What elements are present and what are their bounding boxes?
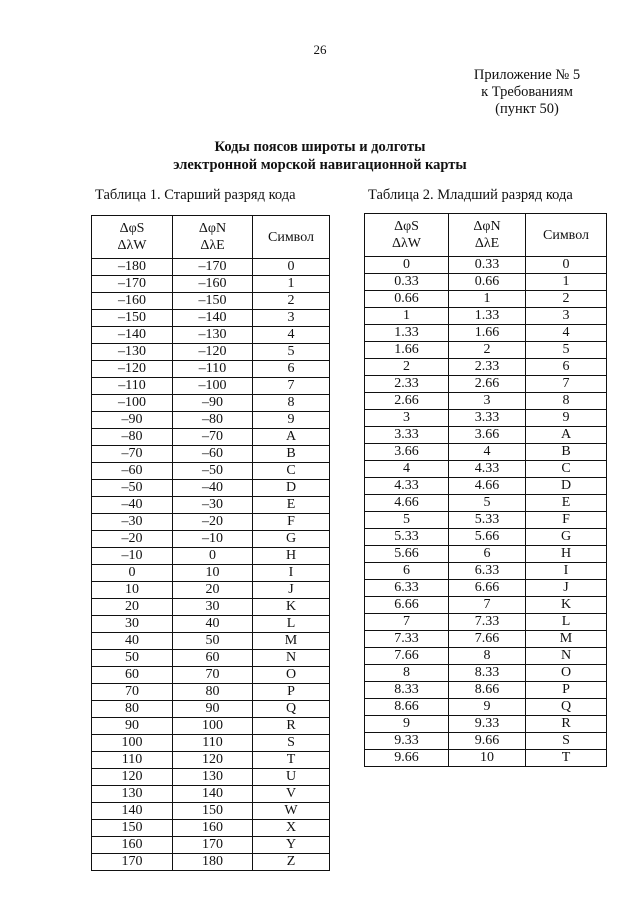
table-row (365, 512, 607, 529)
table-cell: 30 (173, 599, 253, 616)
table-cell: 30 (92, 616, 173, 633)
table-row (92, 667, 330, 684)
table-row (365, 427, 607, 444)
table-cell: 10 (449, 750, 526, 767)
table-cell: 4 (449, 444, 526, 461)
table-cell: 6.66 (365, 597, 449, 614)
table2-header-col1-line2: ΔλW (391, 236, 421, 251)
table-cell: 1.66 (449, 325, 526, 342)
table-cell: O (253, 667, 330, 684)
table-cell: 8 (526, 393, 607, 410)
table-cell: 0 (173, 548, 253, 565)
table-row (365, 750, 607, 767)
table-cell: A (253, 429, 330, 446)
table-row (365, 682, 607, 699)
annex-line-1: Приложение № 5 (473, 67, 581, 83)
table-cell: –50 (92, 480, 173, 497)
table-cell: F (526, 512, 607, 529)
table-row (365, 563, 607, 580)
table-cell: 40 (173, 616, 253, 633)
table-cell: 4 (526, 325, 607, 342)
annex-line-2: к Требованиям (481, 84, 573, 100)
table-cell: N (253, 650, 330, 667)
table-cell: H (526, 546, 607, 563)
table-cell: C (526, 461, 607, 478)
table-cell: 6 (253, 361, 330, 378)
table-row (92, 701, 330, 718)
table-cell: 10 (92, 582, 173, 599)
table-cell: 2 (526, 291, 607, 308)
table-cell: 2.66 (365, 393, 449, 410)
page-number: 26 (313, 42, 327, 57)
table-cell: 90 (92, 718, 173, 735)
table-row (92, 412, 330, 429)
table-row (365, 342, 607, 359)
table-row (92, 344, 330, 361)
table-cell: G (526, 529, 607, 546)
table-cell: –30 (173, 497, 253, 514)
table-cell: 3 (449, 393, 526, 410)
table-cell: T (526, 750, 607, 767)
table-cell: 3 (253, 310, 330, 327)
table-row (365, 308, 607, 325)
table-cell: 4.66 (365, 495, 449, 512)
table-row (92, 769, 330, 786)
table-cell: –170 (92, 276, 173, 293)
table-cell: K (253, 599, 330, 616)
table-cell: 5 (365, 512, 449, 529)
table-row (92, 633, 330, 650)
table-cell: –170 (173, 259, 253, 276)
table-cell: 6 (526, 359, 607, 376)
table-cell: P (526, 682, 607, 699)
table-cell: M (526, 631, 607, 648)
table-cell: –110 (173, 361, 253, 378)
table-row (92, 497, 330, 514)
table-row (92, 854, 330, 871)
table-cell: 7.33 (365, 631, 449, 648)
table-cell: D (526, 478, 607, 495)
table2-header-col2-line2: ΔλE (474, 236, 500, 251)
table-row (92, 429, 330, 446)
table-cell: 0 (526, 257, 607, 274)
table-cell: 1 (253, 276, 330, 293)
table-cell: R (253, 718, 330, 735)
table-row (92, 361, 330, 378)
table-row (92, 514, 330, 531)
table-cell: –20 (92, 531, 173, 548)
table-cell: N (526, 648, 607, 665)
table-cell: 8 (253, 395, 330, 412)
table-row (92, 531, 330, 548)
table-cell: 9 (526, 410, 607, 427)
table-cell: 9 (365, 716, 449, 733)
table-row (365, 291, 607, 308)
table-row (92, 786, 330, 803)
table-row (92, 463, 330, 480)
table-cell: 7 (449, 597, 526, 614)
table-cell: 110 (173, 735, 253, 752)
table2-header-col3: Символ (526, 214, 607, 257)
table-row (92, 684, 330, 701)
table-cell: –80 (173, 412, 253, 429)
table-cell: –10 (92, 548, 173, 565)
table-cell: 0.33 (365, 274, 449, 291)
table-cell: 100 (92, 735, 173, 752)
table-cell: 160 (173, 820, 253, 837)
table-row (92, 293, 330, 310)
table-cell: –10 (173, 531, 253, 548)
table-cell: 170 (92, 854, 173, 871)
table-cell: –100 (173, 378, 253, 395)
table-cell: –80 (92, 429, 173, 446)
table-cell: –70 (173, 429, 253, 446)
table-cell: –160 (92, 293, 173, 310)
table-cell: 170 (173, 837, 253, 854)
table-row (92, 837, 330, 854)
table-cell: –120 (173, 344, 253, 361)
table-cell: 6.33 (365, 580, 449, 597)
table2-caption: Таблица 2. Младший разряд кода (368, 187, 573, 203)
table-cell: 9 (253, 412, 330, 429)
table-cell: 3.33 (365, 427, 449, 444)
table-cell: 6.66 (449, 580, 526, 597)
table-row (365, 597, 607, 614)
table-row (92, 378, 330, 395)
annex-line-3: (пункт 50) (495, 101, 559, 117)
table1-high-order-digit (91, 215, 330, 871)
table-cell: –40 (92, 497, 173, 514)
table-row (365, 631, 607, 648)
table-cell: H (253, 548, 330, 565)
table-row (92, 327, 330, 344)
table-cell: B (253, 446, 330, 463)
table-cell: 5.66 (449, 529, 526, 546)
table-cell: 9.66 (365, 750, 449, 767)
table-cell: 3 (526, 308, 607, 325)
table1-header-col1 (92, 216, 173, 259)
table-cell: 7 (526, 376, 607, 393)
table1-header-col2 (173, 216, 253, 259)
table-cell: 7.33 (449, 614, 526, 631)
table-cell: 9.33 (365, 733, 449, 750)
table-cell: 90 (173, 701, 253, 718)
table-cell: 20 (92, 599, 173, 616)
heading-line-1: Коды поясов широты и долготы (214, 139, 426, 155)
table-cell: 4.33 (365, 478, 449, 495)
table-cell: –120 (92, 361, 173, 378)
table-cell: 6 (449, 546, 526, 563)
table-cell: 0.66 (365, 291, 449, 308)
table-cell: M (253, 633, 330, 650)
table-cell: –150 (173, 293, 253, 310)
table-cell: 1.33 (365, 325, 449, 342)
table1-header-col1-line2: ΔλW (117, 238, 147, 253)
table-cell: –90 (92, 412, 173, 429)
table-cell: 50 (173, 633, 253, 650)
table-cell: 150 (173, 803, 253, 820)
table-cell: J (253, 582, 330, 599)
table-cell: 10 (173, 565, 253, 582)
table-cell: –180 (92, 259, 173, 276)
table-row (365, 376, 607, 393)
table-cell: 150 (92, 820, 173, 837)
table-row (365, 274, 607, 291)
table-cell: U (253, 769, 330, 786)
table-row (92, 650, 330, 667)
table-cell: 70 (173, 667, 253, 684)
table-cell: 130 (173, 769, 253, 786)
table-cell: 1 (526, 274, 607, 291)
table-cell: 5.33 (365, 529, 449, 546)
table-cell: O (526, 665, 607, 682)
table1-caption: Таблица 1. Старший разряд кода (95, 187, 296, 203)
table-row (365, 529, 607, 546)
table-cell: I (253, 565, 330, 582)
table-row (92, 548, 330, 565)
table2-header-col1-line1: ΔφS (394, 219, 419, 234)
table-cell: I (526, 563, 607, 580)
table-row (365, 716, 607, 733)
table-cell: –160 (173, 276, 253, 293)
table-cell: J (526, 580, 607, 597)
table1-header-col3: Символ (253, 216, 330, 259)
table-cell: –60 (92, 463, 173, 480)
table-cell: –90 (173, 395, 253, 412)
table-row (365, 699, 607, 716)
table-row (92, 565, 330, 582)
table1-header-col2-line1: ΔφN (198, 221, 227, 236)
table-row (92, 752, 330, 769)
table-row (92, 310, 330, 327)
table-row (365, 359, 607, 376)
table-cell: E (253, 497, 330, 514)
table-cell: 8.66 (449, 682, 526, 699)
table-cell: 120 (92, 769, 173, 786)
table-cell: 8.66 (365, 699, 449, 716)
table-cell: P (253, 684, 330, 701)
table-cell: 5 (253, 344, 330, 361)
table-row (365, 444, 607, 461)
table-cell: 7 (365, 614, 449, 631)
table-cell: 8 (365, 665, 449, 682)
table-cell: A (526, 427, 607, 444)
table-cell: 1.33 (449, 308, 526, 325)
document-heading (120, 138, 520, 174)
table-cell: 1 (449, 291, 526, 308)
table-cell: Y (253, 837, 330, 854)
table-cell: 2 (365, 359, 449, 376)
table-cell: R (526, 716, 607, 733)
table-cell: 3.66 (449, 427, 526, 444)
table-cell: 100 (173, 718, 253, 735)
table-cell: 2.66 (449, 376, 526, 393)
table-row (365, 665, 607, 682)
table-cell: –150 (92, 310, 173, 327)
table-cell: 1.66 (365, 342, 449, 359)
table-cell: 0.33 (449, 257, 526, 274)
table-cell: –40 (173, 480, 253, 497)
table-cell: 60 (173, 650, 253, 667)
table-row (365, 325, 607, 342)
table-cell: L (526, 614, 607, 631)
table-cell: C (253, 463, 330, 480)
table-row (365, 614, 607, 631)
table-cell: B (526, 444, 607, 461)
heading-line-2: электронной морской навигационной карты (173, 157, 467, 173)
table-cell: 80 (92, 701, 173, 718)
table-cell: 8.33 (365, 682, 449, 699)
table-cell: T (253, 752, 330, 769)
table-row (365, 648, 607, 665)
table-cell: 3 (365, 410, 449, 427)
table-row (365, 393, 607, 410)
table-cell: L (253, 616, 330, 633)
table-row (92, 803, 330, 820)
table2-header-row (365, 214, 607, 257)
table-cell: F (253, 514, 330, 531)
table-cell: 140 (173, 786, 253, 803)
table-cell: 5.33 (449, 512, 526, 529)
table-cell: 9.66 (449, 733, 526, 750)
table-cell: 40 (92, 633, 173, 650)
table-row (365, 733, 607, 750)
table-row (365, 495, 607, 512)
annex-reference (462, 67, 592, 118)
table-cell: 3.66 (365, 444, 449, 461)
table-cell: 3.33 (449, 410, 526, 427)
table-cell: G (253, 531, 330, 548)
table-row (92, 582, 330, 599)
table-row (92, 616, 330, 633)
table2-header-col2 (449, 214, 526, 257)
table-cell: –30 (92, 514, 173, 531)
table-cell: E (526, 495, 607, 512)
table-cell: 130 (92, 786, 173, 803)
table-cell: 4.66 (449, 478, 526, 495)
table-cell: 20 (173, 582, 253, 599)
table-cell: 0 (365, 257, 449, 274)
table-cell: –140 (92, 327, 173, 344)
table-cell: –70 (92, 446, 173, 463)
table-cell: 2 (253, 293, 330, 310)
table-row (92, 480, 330, 497)
table-cell: S (526, 733, 607, 750)
table-cell: 2.33 (365, 376, 449, 393)
table-cell: Q (253, 701, 330, 718)
table-cell: 180 (173, 854, 253, 871)
table-cell: V (253, 786, 330, 803)
table-row (92, 276, 330, 293)
table-cell: D (253, 480, 330, 497)
table-cell: 6.33 (449, 563, 526, 580)
table-cell: X (253, 820, 330, 837)
table-cell: 80 (173, 684, 253, 701)
table-cell: –20 (173, 514, 253, 531)
table-cell: –110 (92, 378, 173, 395)
table-cell: 9 (449, 699, 526, 716)
table-row (365, 410, 607, 427)
table-cell: 7 (253, 378, 330, 395)
table-row (365, 478, 607, 495)
table-row (365, 546, 607, 563)
table-row (92, 820, 330, 837)
table-cell: S (253, 735, 330, 752)
table-cell: 160 (92, 837, 173, 854)
table-cell: 9.33 (449, 716, 526, 733)
table2-header-col2-line1: ΔφN (473, 219, 501, 234)
table-row (365, 257, 607, 274)
table-cell: 1 (365, 308, 449, 325)
table-cell: 8 (449, 648, 526, 665)
table-row (92, 446, 330, 463)
table-cell: 6 (365, 563, 449, 580)
table-cell: 8.33 (449, 665, 526, 682)
table-cell: W (253, 803, 330, 820)
table-cell: K (526, 597, 607, 614)
table-cell: 2.33 (449, 359, 526, 376)
table-cell: Q (526, 699, 607, 716)
table-row (365, 461, 607, 478)
table-cell: 0 (253, 259, 330, 276)
table-row (92, 395, 330, 412)
table-cell: 7.66 (449, 631, 526, 648)
table-cell: 2 (449, 342, 526, 359)
table-cell: 110 (92, 752, 173, 769)
table-row (365, 580, 607, 597)
table1-header-col1-line1: ΔφS (119, 221, 145, 236)
table-cell: –130 (173, 327, 253, 344)
table-cell: –100 (92, 395, 173, 412)
table-cell: 5 (526, 342, 607, 359)
table-row (92, 259, 330, 276)
table-cell: –140 (173, 310, 253, 327)
table-cell: 70 (92, 684, 173, 701)
table1-header-col2-line2: ΔλE (200, 238, 225, 253)
table-cell: 4.33 (449, 461, 526, 478)
table-cell: 5.66 (365, 546, 449, 563)
table-cell: –60 (173, 446, 253, 463)
table-cell: 7.66 (365, 648, 449, 665)
table-cell: 60 (92, 667, 173, 684)
table-cell: 0 (92, 565, 173, 582)
table-cell: 50 (92, 650, 173, 667)
table-row (92, 718, 330, 735)
table-cell: –50 (173, 463, 253, 480)
table-row (92, 735, 330, 752)
table1-header-row (92, 216, 330, 259)
table-row (92, 599, 330, 616)
table2-low-order-digit (364, 213, 607, 767)
table-cell: 5 (449, 495, 526, 512)
table-cell: 4 (365, 461, 449, 478)
table2-header-col1 (365, 214, 449, 257)
table-cell: Z (253, 854, 330, 871)
table-cell: 120 (173, 752, 253, 769)
table-cell: 4 (253, 327, 330, 344)
table-cell: 0.66 (449, 274, 526, 291)
table-cell: 140 (92, 803, 173, 820)
table-cell: –130 (92, 344, 173, 361)
